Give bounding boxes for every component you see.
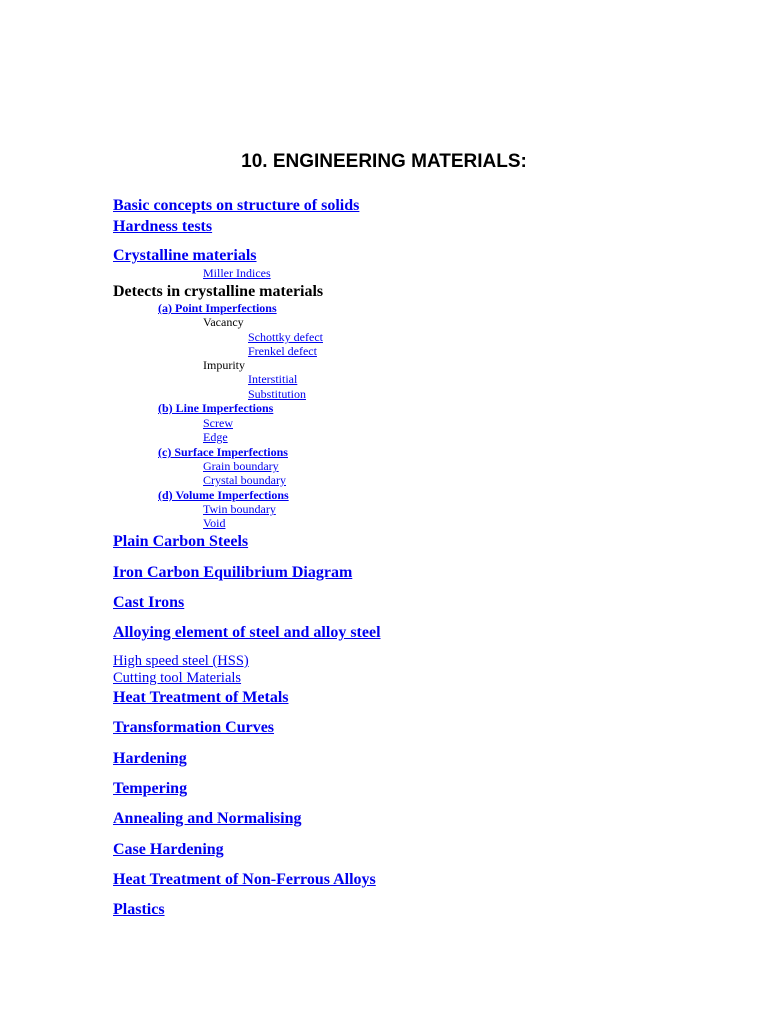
link-case-hardening[interactable]: Case Hardening: [113, 841, 224, 858]
link-plastics[interactable]: Plastics: [113, 901, 165, 918]
link-line-imperfections[interactable]: (b) Line Imperfections: [158, 401, 274, 415]
link-surface-imperfections[interactable]: (c) Surface Imperfections: [158, 445, 288, 459]
link-screw[interactable]: Screw: [203, 416, 233, 430]
link-volume-imperfections[interactable]: (d) Volume Imperfections: [158, 488, 289, 502]
link-crystalline-materials[interactable]: Crystalline materials: [113, 247, 257, 264]
link-hardening[interactable]: Hardening: [113, 750, 187, 767]
link-iron-carbon-diagram[interactable]: Iron Carbon Equilibrium Diagram: [113, 564, 353, 581]
link-frenkel-defect[interactable]: Frenkel defect: [248, 344, 317, 358]
link-twin-boundary[interactable]: Twin boundary: [203, 502, 276, 516]
link-alloying-element[interactable]: Alloying element of steel and alloy steel: [113, 624, 381, 641]
label-vacancy: Vacancy: [203, 315, 244, 329]
link-cast-irons[interactable]: Cast Irons: [113, 594, 185, 611]
link-miller-indices[interactable]: Miller Indices: [203, 266, 271, 280]
link-cutting-tool-materials[interactable]: Cutting tool Materials: [113, 670, 242, 686]
link-grain-boundary[interactable]: Grain boundary: [203, 459, 279, 473]
link-high-speed-steel[interactable]: High speed steel (HSS): [113, 653, 249, 669]
link-void[interactable]: Void: [203, 516, 226, 530]
link-tempering[interactable]: Tempering: [113, 780, 188, 797]
link-heat-treatment-metals[interactable]: Heat Treatment of Metals: [113, 689, 289, 706]
link-interstitial[interactable]: Interstitial: [248, 372, 298, 386]
page-title: 10. ENGINEERING MATERIALS:: [241, 151, 527, 172]
link-edge[interactable]: Edge: [203, 430, 228, 444]
link-basic-concepts[interactable]: Basic concepts on structure of solids: [113, 197, 360, 214]
link-substitution[interactable]: Substitution: [248, 387, 307, 401]
link-schottky-defect[interactable]: Schottky defect: [248, 330, 323, 344]
link-hardness-tests[interactable]: Hardness tests: [113, 218, 213, 235]
label-impurity: Impurity: [203, 358, 245, 372]
section-heading-defects: Detects in crystalline materials: [113, 283, 324, 300]
link-transformation-curves[interactable]: Transformation Curves: [113, 719, 275, 736]
link-heat-treatment-non-ferrous[interactable]: Heat Treatment of Non-Ferrous Alloys: [113, 871, 376, 888]
link-crystal-boundary[interactable]: Crystal boundary: [203, 473, 286, 487]
link-plain-carbon-steels[interactable]: Plain Carbon Steels: [113, 533, 249, 550]
link-point-imperfections[interactable]: (a) Point Imperfections: [158, 301, 277, 315]
link-annealing-normalising[interactable]: Annealing and Normalising: [113, 810, 302, 827]
